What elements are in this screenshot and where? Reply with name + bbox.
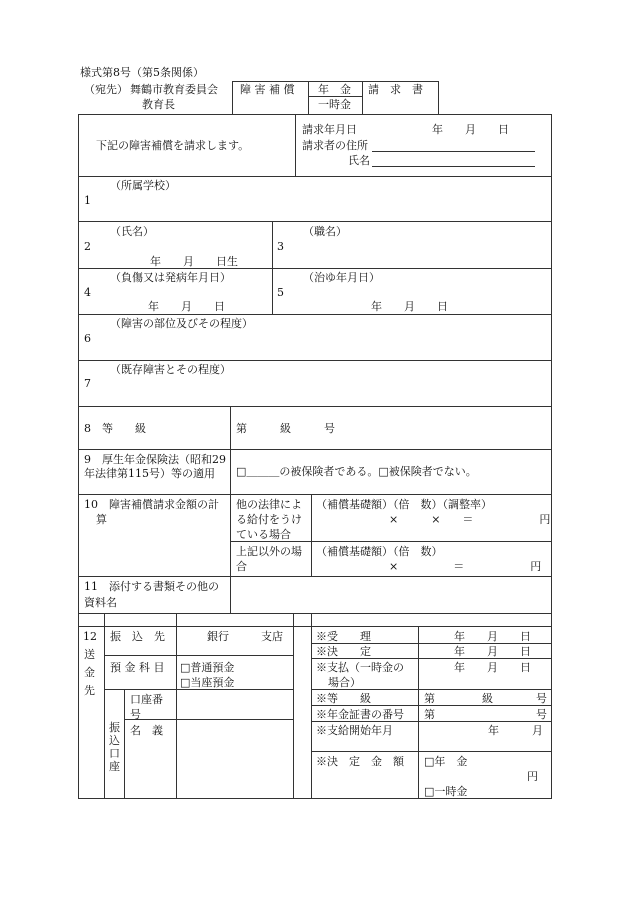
title-disability-compensation: 障 害 補 償 bbox=[240, 83, 295, 96]
disability-part-label: （障害の部位及びその程度） bbox=[110, 317, 253, 330]
addressee-superintendent: 教育長 bbox=[142, 98, 175, 111]
pension-label-line2: 年法律第115号）等の適用 bbox=[84, 467, 215, 480]
cure-number: 5 bbox=[277, 286, 284, 299]
ordinary-deposit-checkbox[interactable]: □普通預金 bbox=[180, 661, 235, 674]
certificate-number-label: ※年金証書の番号 bbox=[316, 708, 404, 721]
request-statement: 下記の障害補償を請求します。 bbox=[96, 139, 250, 152]
bank-name-suffix[interactable]: 銀行 bbox=[207, 630, 229, 643]
injury-date-label: （負傷又は発病年月日） bbox=[110, 271, 231, 284]
office-grade-go[interactable]: 号 bbox=[536, 692, 547, 705]
transfer-destination-label: 振 込 先 bbox=[110, 630, 165, 643]
other-case-line2: 合 bbox=[236, 560, 247, 573]
request-name-field[interactable] bbox=[372, 166, 535, 167]
disability-part-number: 6 bbox=[84, 332, 91, 345]
addressee-board: 舞鶴市教育委員会 bbox=[130, 83, 218, 96]
office-grade-kyu[interactable]: 級 bbox=[482, 692, 493, 705]
cure-date[interactable]: 年 月 日 bbox=[371, 300, 448, 313]
certificate-number-go[interactable]: 号 bbox=[536, 708, 547, 721]
decision-date[interactable]: 年 月 日 bbox=[454, 645, 531, 658]
request-name-label: 氏名 bbox=[348, 154, 370, 167]
existing-disability-number: 7 bbox=[84, 377, 91, 390]
payment-start-value[interactable]: 年 月 bbox=[488, 724, 543, 737]
form-number: 様式第8号（第5条関係） bbox=[80, 66, 204, 79]
cure-date-label: （治ゆ年月日） bbox=[303, 271, 380, 284]
office-grade-label: ※等 級 bbox=[316, 692, 371, 705]
request-address-field[interactable] bbox=[372, 151, 535, 152]
lump-sum-checkbox[interactable]: □一時金 bbox=[424, 785, 468, 798]
request-address-label: 請求者の住所 bbox=[302, 139, 368, 152]
title-claim: 請 求 書 bbox=[368, 83, 423, 96]
payment-label-1: ※支払（一時金の bbox=[316, 661, 404, 674]
request-date-blank[interactable]: 年 月 日 bbox=[432, 123, 509, 136]
addressee-prefix: （宛先） bbox=[84, 83, 128, 96]
current-deposit-checkbox[interactable]: □当座預金 bbox=[180, 676, 235, 689]
pension-checkbox[interactable]: □年 金 bbox=[424, 755, 468, 768]
bank-side-label-1: 送 bbox=[84, 648, 95, 661]
bank-number: 12 bbox=[83, 630, 97, 643]
grade-label: 8 等 級 bbox=[84, 422, 146, 435]
pension-label-line1: 9 厚生年金保険法（昭和29 bbox=[84, 453, 226, 466]
transfer-account-v3: 口 bbox=[109, 747, 120, 760]
school-label: （所属学校） bbox=[110, 179, 176, 192]
other-case-formula[interactable]: × ＝ 円 bbox=[389, 560, 542, 573]
account-number-label-1: 口座番 bbox=[130, 693, 163, 706]
grade-value[interactable]: 第 級 号 bbox=[236, 422, 335, 435]
deposit-type-label: 預 金 科 目 bbox=[110, 661, 165, 674]
yen-unit: 円 bbox=[527, 770, 538, 783]
other-case-heading: （補償基礎額）（倍 数） bbox=[316, 545, 443, 558]
bank-side-label-3: 先 bbox=[84, 684, 95, 697]
injury-number: 4 bbox=[84, 286, 91, 299]
transfer-account-v2: 込 bbox=[109, 734, 120, 747]
transfer-account-v1: 振 bbox=[109, 721, 120, 734]
amount-label-line1: 10 障害補償請求金額の計 bbox=[84, 498, 219, 511]
title-pension: 年 金 bbox=[318, 83, 351, 96]
name-label: （氏名） bbox=[110, 225, 154, 238]
other-law-heading: （補償基礎額）（倍 数）（調整率） bbox=[316, 498, 492, 511]
office-grade-dai[interactable]: 第 bbox=[424, 692, 435, 705]
school-number: 1 bbox=[84, 194, 91, 207]
pension-value[interactable]: □＿＿＿の被保険者である。□被保険者でない。 bbox=[236, 465, 477, 478]
job-number: 3 bbox=[277, 240, 284, 253]
payment-date[interactable]: 年 月 日 bbox=[454, 661, 531, 674]
receipt-date[interactable]: 年 月 日 bbox=[454, 630, 531, 643]
payment-label-2: 場合） bbox=[328, 676, 361, 689]
account-holder-label: 名 義 bbox=[130, 724, 163, 737]
job-label: （職名） bbox=[303, 225, 347, 238]
birth-date[interactable]: 年 月 日生 bbox=[150, 255, 238, 268]
decision-label: ※決 定 bbox=[316, 645, 371, 658]
request-date-label: 請求年月日 bbox=[302, 123, 357, 136]
other-law-line1: 他の法律によ bbox=[236, 498, 302, 511]
other-case-line1: 上記以外の場 bbox=[236, 545, 302, 558]
name-number: 2 bbox=[84, 240, 91, 253]
payment-start-label: ※支給開始年月 bbox=[316, 724, 393, 737]
attachments-label-line1: 11 添付する書類その他の bbox=[84, 580, 219, 593]
other-law-line2: る給付をうけ bbox=[236, 513, 302, 526]
certificate-number-dai[interactable]: 第 bbox=[424, 708, 435, 721]
bank-side-label-2: 金 bbox=[84, 666, 95, 679]
other-law-formula[interactable]: × × ＝ 円 bbox=[389, 513, 551, 526]
transfer-account-v4: 座 bbox=[109, 760, 120, 773]
existing-disability-label: （既存障害とその程度） bbox=[110, 363, 231, 376]
title-lump-sum: 一時金 bbox=[318, 98, 351, 111]
decided-amount-label: ※決 定 金 額 bbox=[316, 755, 404, 768]
attachments-label-line2: 資料名 bbox=[84, 596, 117, 609]
receipt-label: ※受 理 bbox=[316, 630, 371, 643]
injury-date[interactable]: 年 月 日 bbox=[148, 300, 225, 313]
branch-name-suffix[interactable]: 支店 bbox=[261, 630, 283, 643]
other-law-line3: ている場合 bbox=[236, 528, 291, 541]
account-number-label-2: 号 bbox=[130, 708, 141, 721]
amount-label-line2: 算 bbox=[96, 513, 107, 526]
